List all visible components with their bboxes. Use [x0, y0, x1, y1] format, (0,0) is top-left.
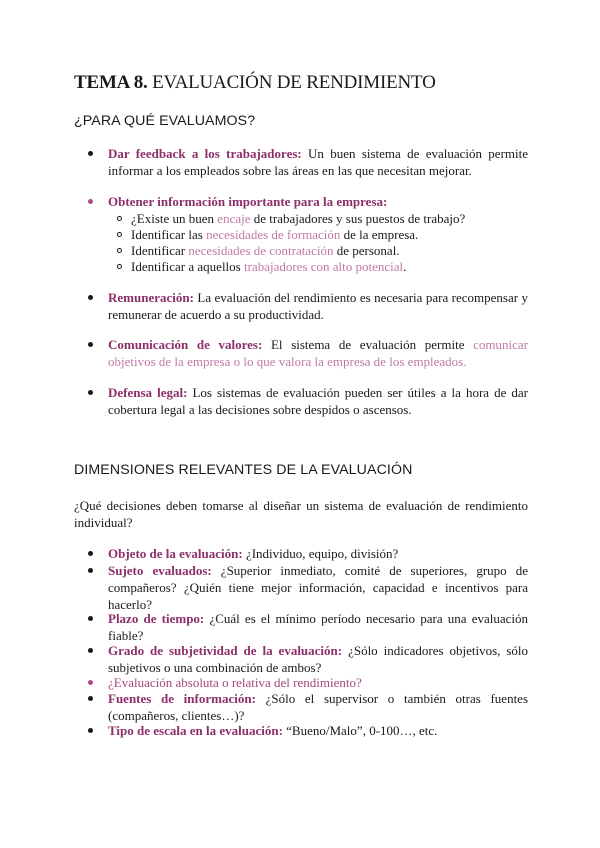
highlight-text: necesidades de contratación — [188, 243, 334, 258]
bullet-icon — [88, 151, 93, 156]
list-item-feedback — [74, 145, 528, 179]
sub-item-contratacion: Identificar necesidades de contratación de personal. — [131, 242, 400, 259]
item-text: Los sistemas de evaluación pueden ser útiles a la hora de dar cobertura legal a las decisiones sobre despidos o ascensos. — [108, 385, 529, 417]
list-item-obtener-info — [74, 193, 528, 210]
bullet-icon — [88, 680, 93, 685]
sub-item-potencial: Identificar a aquellos trabajadores con alto potencial. — [131, 258, 406, 275]
item-text: La evaluación del rendimiento es necesaria para recompensar y remunerar de acuerdo a su productividad. — [108, 290, 529, 322]
bullet-icon — [88, 551, 93, 556]
item-text: “Bueno/Malo”, 0-100…, etc. — [286, 723, 438, 738]
item-text: ¿Cuál es el mínimo período necesario para una evaluación fiable? — [108, 611, 529, 643]
bullet-icon — [88, 568, 93, 573]
list-item-sujeto — [74, 562, 528, 613]
circle-bullet-icon — [117, 216, 122, 221]
circle-bullet-icon — [117, 264, 122, 269]
item-text: ¿Sólo el supervisor o también otras fuentes (compañeros, clientes…)? — [108, 691, 529, 723]
list-item-escala — [74, 722, 528, 739]
item-label: Fuentes de información: — [108, 691, 256, 706]
item-label: Comunicación de valores: — [108, 337, 263, 352]
bullet-icon — [88, 342, 93, 347]
item-label: Defensa legal: — [108, 385, 188, 400]
bullet-icon — [88, 295, 93, 300]
list-item-comunicacion — [74, 336, 528, 370]
bullet-icon — [88, 648, 93, 653]
item-label: Plazo de tiempo: — [108, 611, 205, 626]
item-label: Obtener información importante para la empresa: — [108, 194, 388, 209]
sub-item-encaje: ¿Existe un buen encaje de trabajadores y sus puestos de trabajo? — [131, 210, 465, 227]
bullet-icon — [88, 728, 93, 733]
item-label: Objeto de la evaluación: — [108, 546, 243, 561]
item-text: El sistema de evaluación permite — [270, 337, 465, 352]
list-item-objeto — [74, 545, 528, 562]
item-label: Grado de subjetividad de la evaluación: — [108, 643, 343, 658]
list-item-subjetividad — [74, 642, 528, 676]
highlight-text: encaje — [217, 211, 251, 226]
bullet-icon — [88, 390, 93, 395]
circle-bullet-icon — [117, 232, 122, 237]
circle-bullet-icon — [117, 248, 122, 253]
bullet-icon — [88, 696, 93, 701]
highlight-text: comunicar objetivos de la empresa o lo que valora la empresa de los empleados. — [108, 337, 529, 369]
section-heading-para-que: ¿PARA QUÉ EVALUAMOS? — [74, 113, 256, 129]
item-label: Dar feedback a los trabajadores: — [108, 146, 302, 161]
item-text: ¿Superior inmediato, comité de superiores, grupo de compañeros? ¿Quién tiene mejor información, capacidad e incentivos para hacerlo? — [108, 563, 529, 612]
highlight-text: necesidades de formación — [206, 227, 341, 242]
bullet-icon — [88, 616, 93, 621]
highlight-text: trabajadores con alto potencial — [243, 259, 404, 274]
item-text: ¿Evaluación absoluta o relativa del rendimiento? — [108, 675, 362, 690]
item-label: Remuneración: — [108, 290, 194, 305]
item-text: ¿Individuo, equipo, división? — [245, 546, 399, 561]
list-item-remuneracion — [74, 289, 528, 323]
item-label: Sujeto evaluados: — [108, 563, 212, 578]
item-text: ¿Sólo indicadores objetivos, sólo subjetivos o una combinación de ambos? — [108, 643, 528, 675]
list-item-absoluta-relativa — [74, 674, 528, 691]
section-heading-dimensiones: DIMENSIONES RELEVANTES DE LA EVALUACIÓN — [74, 462, 413, 478]
item-text: Un buen sistema de evaluación permite informar a los empleados sobre las áreas en las que necesitan mejorar. — [108, 146, 529, 178]
list-item-plazo — [74, 610, 528, 644]
title-number: TEMA 8. — [74, 72, 148, 93]
sub-item-formacion: Identificar las necesidades de formación de la empresa. — [131, 226, 418, 243]
list-item-defensa-legal — [74, 384, 528, 418]
title-text: EVALUACIÓN DE RENDIMIENTO — [152, 72, 436, 93]
item-label: Tipo de escala en la evaluación: — [108, 723, 283, 738]
bullet-icon — [88, 199, 93, 204]
page-title — [74, 72, 436, 94]
section-intro: ¿Qué decisiones deben tomarse al diseñar un sistema de evaluación de rendimiento individual? — [74, 498, 528, 530]
list-item-fuentes — [74, 690, 528, 724]
